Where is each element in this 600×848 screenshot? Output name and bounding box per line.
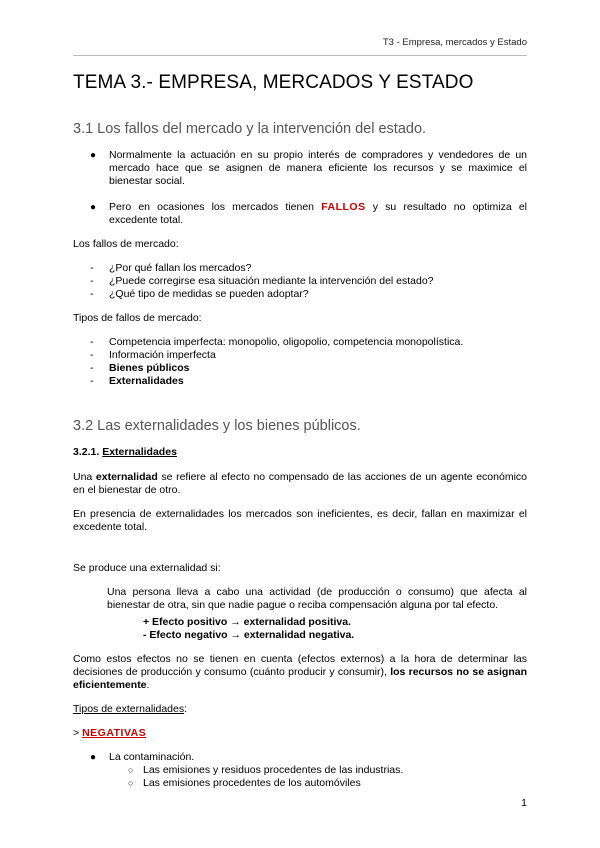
dash-marker: - xyxy=(90,275,94,287)
list-item xyxy=(73,362,527,375)
running-header: T3 - Empresa, mercados y Estado xyxy=(382,37,527,48)
bullet-dot-icon: ● xyxy=(90,752,97,763)
sub-list-item xyxy=(73,764,527,777)
fallos-question-list xyxy=(73,262,527,301)
bullet-dot-icon: ● xyxy=(90,202,97,213)
header-rule xyxy=(73,55,527,56)
list-item xyxy=(73,375,527,388)
dash-marker: - xyxy=(90,262,94,274)
list-item-text: ¿Qué tipo de medidas se pueden adoptar? xyxy=(109,288,309,300)
list-item-text: ¿Por qué fallan los mercados? xyxy=(109,262,252,274)
dash-marker: - xyxy=(90,336,94,348)
sub-list-text: Las emisiones procedentes de los automóviles xyxy=(143,777,361,789)
list-item-text: Bienes públicos xyxy=(109,362,190,374)
dash-marker: - xyxy=(90,362,94,374)
text-part: Una xyxy=(73,471,96,483)
section-heading-3-1: 3.1 Los fallos del mercado y la intervención del estado. xyxy=(73,121,427,137)
list-item xyxy=(73,336,527,349)
dash-marker: - xyxy=(90,288,94,300)
negativas-label: NEGATIVAS xyxy=(82,727,147,739)
sub-list-text: Las emisiones y residuos procedentes de las industrias. xyxy=(143,764,404,776)
list-item-text: ¿Puede corregirse esa situación mediante la intervención del estado? xyxy=(109,275,434,287)
externalidad-term: externalidad xyxy=(95,471,158,483)
bullet-text: La contaminación. xyxy=(109,751,195,763)
list-item-text: Competencia imperfecta: monopolio, oligopolio, competencia monopolística. xyxy=(109,336,464,348)
dash-marker: - xyxy=(90,375,94,387)
list-item xyxy=(73,288,527,301)
allocation-emphasis: los recursos no se asignan eficientemente xyxy=(73,666,527,691)
negative-effect: - Efecto negativo → externalidad negativa. xyxy=(143,629,355,641)
sub-list-item xyxy=(73,777,527,790)
bullet-dot-icon: ● xyxy=(90,150,97,161)
tipos-externalidades-title: Tipos de externalidades xyxy=(73,703,185,715)
tipos-externalidades-label xyxy=(73,703,527,716)
subsection-heading xyxy=(73,446,527,459)
dash-marker: - xyxy=(90,349,94,361)
circle-bullet-icon: ○ xyxy=(128,778,134,788)
page-number: 1 xyxy=(521,797,527,809)
arrow-prefix: > xyxy=(73,727,83,739)
negativas-sublist xyxy=(73,764,527,790)
paragraph: Se produce una externalidad si: xyxy=(73,562,221,574)
bullet-item xyxy=(73,751,527,764)
text-part: . xyxy=(146,679,150,691)
tipos-fallos-list xyxy=(73,336,527,388)
tipos-label: Tipos de fallos de mercado: xyxy=(73,312,202,324)
page-content xyxy=(73,72,527,790)
bullet-text: Normalmente la actuación en su propio interés de compradores y vendedores de un mercado hace que se asignen de manera eficiente los recursos y se maximice el bienestar social. xyxy=(109,149,527,187)
circle-bullet-icon: ○ xyxy=(128,765,134,775)
positive-effect: + Efecto positivo → externalidad positiva. xyxy=(143,616,352,628)
subsection-title: Externalidades xyxy=(102,446,177,458)
list-item-text: Información imperfecta xyxy=(109,349,216,361)
fallos-label: Los fallos de mercado: xyxy=(73,238,179,250)
intro-bullet-list xyxy=(73,149,527,227)
section-heading-3-2: 3.2 Las externalidades y los bienes públicos. xyxy=(73,418,361,434)
colon: : xyxy=(184,703,188,715)
negativas-list xyxy=(73,751,527,764)
document-title: TEMA 3.- EMPRESA, MERCADOS Y ESTADO xyxy=(73,72,474,93)
bullet-text-part: Pero en ocasiones los mercados tienen xyxy=(109,201,322,213)
condition-paragraph: Una persona lleva a cabo una actividad (de producción o consumo) que afecta al bienestar de otra, sin que nadie pague o reciba compensación alguna por tal efecto. xyxy=(107,586,527,611)
list-item xyxy=(73,349,527,362)
fallos-highlight: FALLOS xyxy=(321,201,366,213)
negativas-heading xyxy=(73,727,527,740)
subsection-number: 3.2.1. xyxy=(73,446,100,458)
list-item xyxy=(73,262,527,275)
text-part: se refiere al efecto no compensado de las acciones de un agente económico en el bienestar de otro. xyxy=(73,471,527,496)
list-item xyxy=(73,275,527,288)
text-part: Como estos efectos no se tienen en cuenta (efectos externos) a la hora de determinar las decisiones de producción y consumo (cuánto producir y consumir), xyxy=(73,653,527,678)
externalidad-definition xyxy=(73,471,527,497)
bullet-item xyxy=(73,149,527,188)
bullet-item xyxy=(73,201,527,227)
list-item-text: Externalidades xyxy=(109,375,184,387)
bullet-text-part: y su resultado no optimiza el excedente total. xyxy=(109,201,527,226)
paragraph: En presencia de externalidades los mercados son ineficientes, es decir, fallan en maximizar el excedente total. xyxy=(73,508,527,533)
allocation-paragraph xyxy=(73,653,527,692)
